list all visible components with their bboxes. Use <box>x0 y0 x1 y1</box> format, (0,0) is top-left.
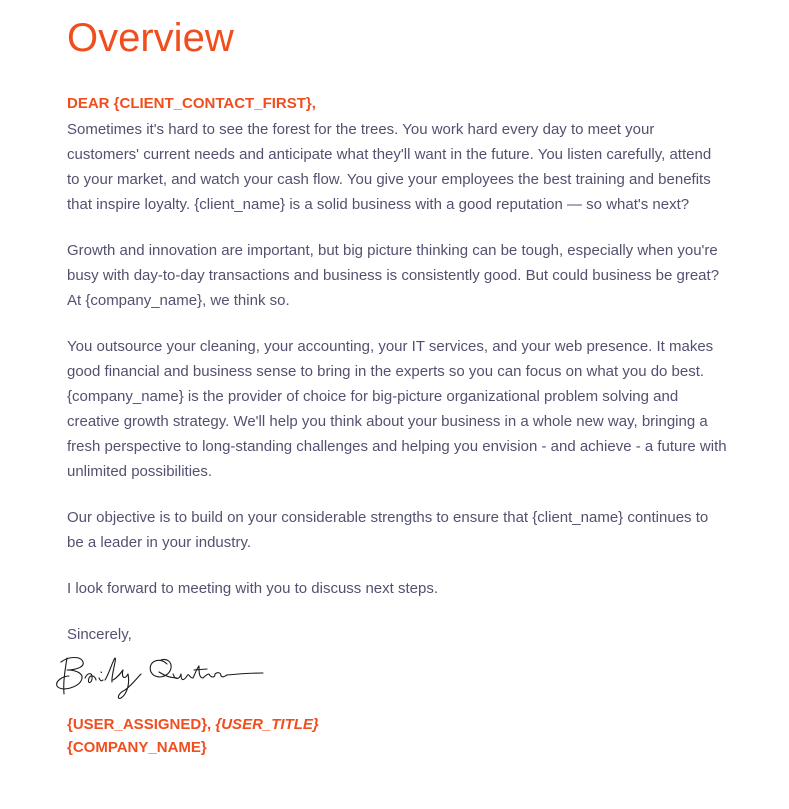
paragraph-3: You outsource your cleaning, your accounting, your IT services, and your web presence. It makes good financial and business sense to bring in the experts so you can focus on what you do best. {company_name} is the provider of choice for big-picture organizational problem solving and creative growth strategy. We'll help you think about your business in a whole new way, bringing a fresh perspective to long-standing challenges and helping you envision - and achieve - a future with unlimited possibilities. <box>67 338 727 480</box>
signer-user: {USER_ASSIGNED}, <box>67 716 212 733</box>
paragraph-2: Growth and innovation are important, but big picture thinking can be tough, especially when you're busy with day-to-day transactions and business is consistently good. But could business be great? At {company_name}, we think so. <box>67 242 720 309</box>
paragraph-4: Our objective is to build on your considerable strengths to ensure that {client_name} continues to be a leader in your industry. <box>67 509 709 551</box>
signer-name-title <box>67 713 319 736</box>
letter-body <box>67 117 727 668</box>
page-title: Overview <box>67 16 234 60</box>
signer-company: {COMPANY_NAME} <box>67 739 207 756</box>
signer-title: {USER_TITLE} <box>215 716 319 733</box>
salutation: DEAR {CLIENT_CONTACT_FIRST}, <box>67 95 316 112</box>
paragraph-5: I look forward to meeting with you to discuss next steps. <box>67 580 439 597</box>
closing: Sincerely, <box>67 626 132 643</box>
paragraph-1: Sometimes it's hard to see the forest for the trees. You work hard every day to meet your customers' current needs and anticipate what they'll want in the future. You listen carefully, attend to your market, and watch your cash flow. You give your employees the best training and benefits that inspire loyalty. {client_name} is a solid business with a good reputation — so what's next? <box>67 121 712 213</box>
signer-block <box>67 713 319 759</box>
signature-image <box>55 648 270 706</box>
